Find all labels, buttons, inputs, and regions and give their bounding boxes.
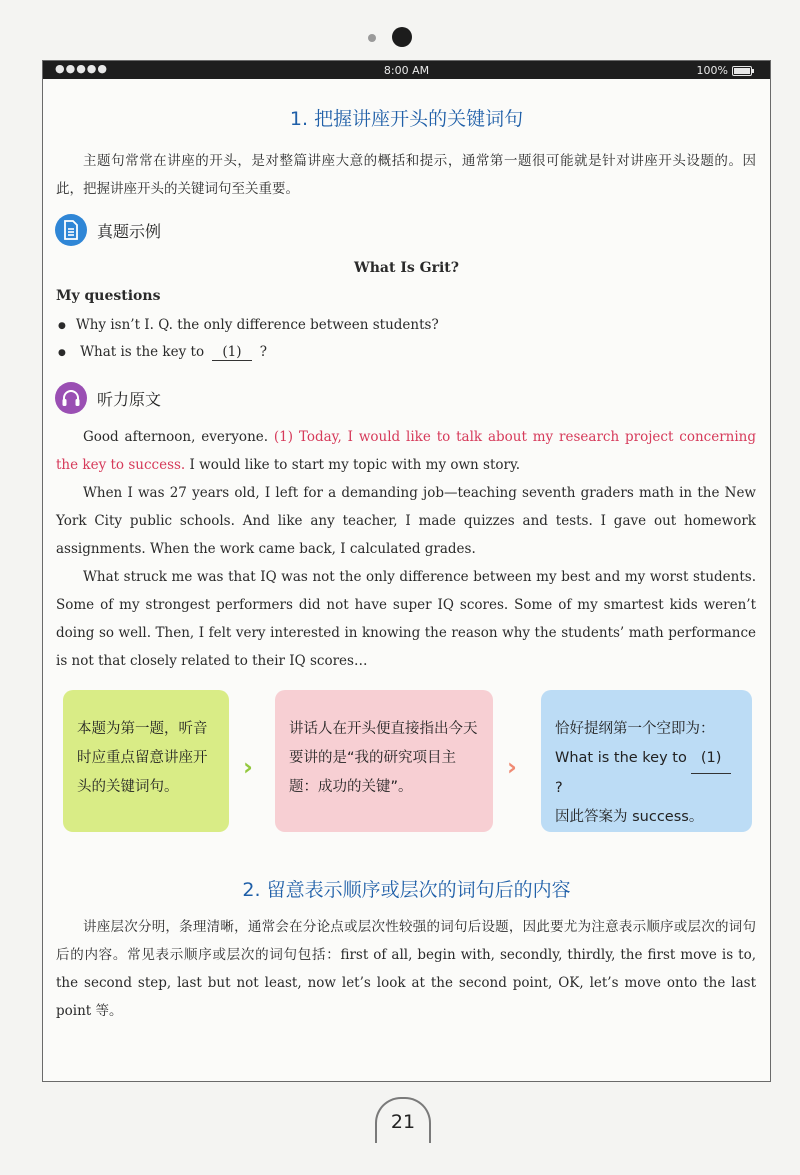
tip-box-green: 本题为第一题，听音时应重点留意讲座开头的关键词句。 [63, 690, 229, 832]
sensor-dot [368, 34, 376, 42]
status-bar [43, 61, 770, 79]
transcript-paragraph-3: What struck me was that IQ was not the only difference between my best and my worst students. Some of my strongest performers did not have super IQ scores. Some of my smartest kids weren’t doing so well. Then, I felt very interested in knowing the reason why the students’ math performance is not that closely related to their IQ scores… [56, 569, 756, 669]
transcript-paragraph-2: When I was 27 years old, I left for a demanding job—teaching seventh graders math in the New York City public schools. And like any teacher, I made quizzes and tests. I gave out homework assignments. When the work came back, I calculated grades. [56, 485, 756, 557]
camera-dot [392, 27, 412, 47]
tip-box-pink: 讲话人在开头便直接指出今天要讲的是“我的研究项目主题：成功的关键”。 [275, 690, 493, 832]
transcript-paragraph-1: Good afternoon, everyone. (1) Today, I would like to talk about my research project concerning the key to success. I would like to start my topic with my own story. [56, 429, 756, 473]
transcript-label [55, 382, 161, 414]
chevron-right-icon: › [507, 753, 517, 781]
signal-icon: ●●●●● [55, 62, 108, 75]
transcript-label-text: 听力原文 [97, 389, 162, 409]
example-title: What Is Grit? [354, 260, 459, 276]
chevron-right-icon: › [243, 753, 253, 781]
battery-icon [732, 66, 752, 76]
battery-percent: 100% [696, 64, 728, 77]
page-number: 21 [375, 1097, 431, 1143]
tip-box-blue: 恰好提纲第一个空即为： What is the key to (1)? 因此答案为 success。 [541, 690, 752, 832]
answer-blank: (1) [691, 744, 732, 774]
headphones-icon [55, 382, 87, 414]
example-label [55, 214, 161, 246]
example-label-text: 真题示例 [97, 221, 162, 241]
document-icon [55, 214, 87, 246]
question-1: ● Why isn’t I. Q. the only difference between students? [58, 317, 439, 333]
section1-body: 主题句常常在讲座的开头，是对整篇讲座大意的概括和提示，通常第一题很可能就是针对讲座开头设题的。因此，把握讲座开头的关键词句至关重要。 [56, 153, 756, 197]
battery-indicator [697, 64, 752, 77]
my-questions-label: My questions [56, 288, 161, 304]
section2-title: 2. 留意表示顺序或层次的词句后的内容 [242, 879, 571, 901]
highlighted-sentence: (1) Today, I would like to talk about my research project concerning the key to success. [56, 429, 756, 473]
section1-title: 1. 把握讲座开头的关键词句 [289, 108, 524, 130]
status-time: 8:00 AM [383, 64, 430, 77]
question-2: ● What is the key to (1) ? [58, 344, 267, 361]
tablet-screen [42, 60, 771, 1082]
section2-body: 讲座层次分明，条理清晰，通常会在分论点或层次性较强的词句后设题，因此要尤为注意表示顺序或层次的词句后的内容。常见表示顺序或层次的词句包括：first of all, begin with, secondly, thirdly, the first move is to, the second step, last but not least, now let’s look at the second point, OK, let’s move onto the last point 等。 [56, 919, 756, 1019]
answer-blank: (1) [212, 344, 251, 361]
